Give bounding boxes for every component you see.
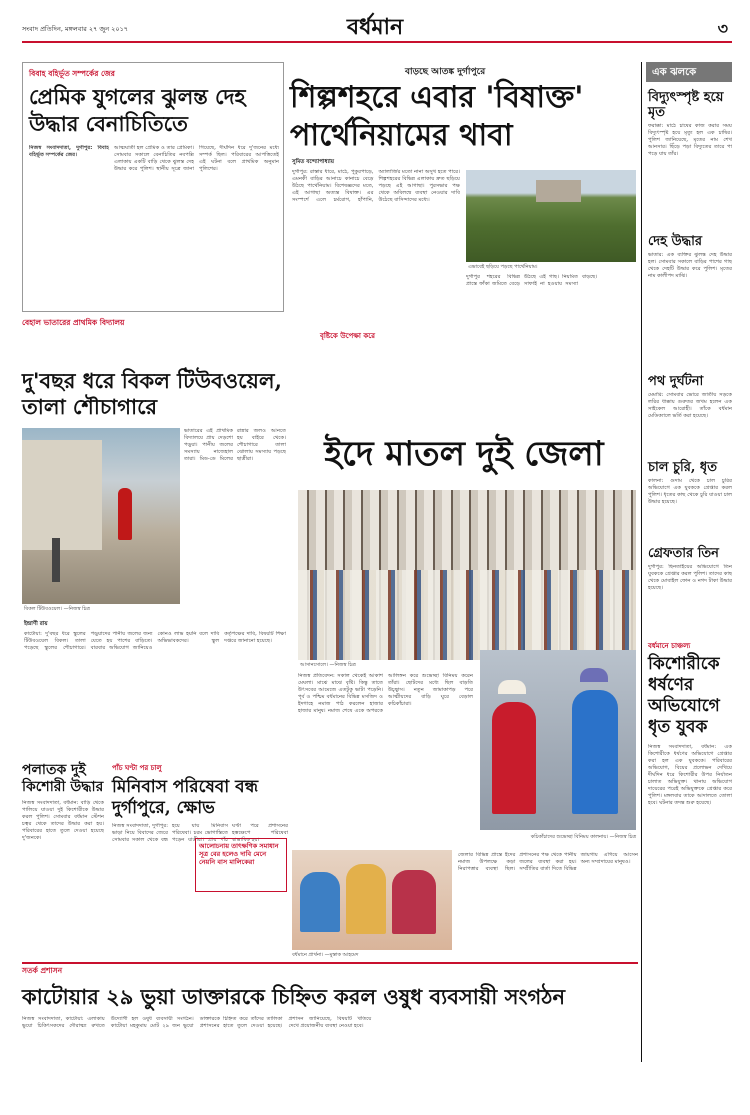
brief-2 [648, 234, 732, 360]
brief-5 [648, 546, 732, 636]
section-title: বর্ধমান [346, 14, 404, 40]
brief-body: মেমারি: সোমবার ভোরে জাতীয় সড়কে লরির ধাক্কায় গুরুতর জখম হলেন এক সাইকেল আরোহী। তাঁকে বর্ধমান মেডিক্যালে ভর্তি করা হয়েছে। [648, 392, 732, 419]
story-body: নিজস্ব সংবাদদাতা, কাটোয়া: এলাকায় ভুয়ো চিকিৎসকদের দৌরাত্ম্য রুখতে উদ্যোগী হল ওষুধ ব্যবসায়ী সংগঠন। কাটোয়া মহকুমায় মোট ২৯ জন ভুয়ো ডাক্তারকে চিহ্নিত করে তাঁদের তালিকা প্রশাসনের হাতে তুলে দেওয়া হয়েছে। প্রশাসন জানিয়েছে, বিষয়টি খতিয়ে দেখে প্রয়োজনীয় ব্যবস্থা নেওয়া হবে। [22, 1016, 372, 1029]
prayer-photo [292, 850, 452, 950]
crowd-shape-3 [392, 870, 436, 934]
story-body: কাটোয়া: দু'বছর ধরে স্কুলের টিউবওয়েল বিকল। তালা পড়েছে স্কুলের শৌচাগারে। পড়ুয়াদের পানীয় জলের জন্য যেতে হয় পাশের বাড়িতে। বারবার অভিযোগ জানিয়েও কোনও লাভ হয়নি বলে দাবি অভিভাবকদের। স্কুল কর্তৃপক্ষের দাবি, বিষয়টি শিক্ষা দপ্তরে জানানো হয়েছে। [24, 631, 286, 651]
story-thaba [290, 62, 638, 322]
story-kicker: বৃষ্টিকে উপেক্ষা করে [320, 332, 375, 340]
minibus-boxed-quote [195, 838, 287, 892]
brief-body: কালনা: গুদাম থেকে চাল চুরির অভিযোগে এক যুবককে গ্রেপ্তার করল পুলিশ। ধৃতের কাছ থেকে চুরি যাওয়া চাল উদ্ধার হয়েছে। [648, 478, 732, 505]
story-headline: শিল্পশহরে এবার 'বিষাক্ত' [290, 80, 584, 115]
brief-1 [648, 90, 732, 215]
photo-caption: বিকল টিউবওয়েল। —নিজস্ব চিত্র [24, 606, 90, 612]
story-eid [290, 328, 638, 850]
story-body: নিজস্ব প্রতিবেদন: সকাল থেকেই আকাশ মেঘলা। মাঝে মাঝে বৃষ্টি। কিন্তু তাতে উৎসবের আমেজে এতটুকু ভাটা পড়েনি। পূর্ব ও পশ্চিম বর্ধমানের বিভিন্ন মসজিদ ও ইদগাহে নমাজ পাঠ করলেন হাজার হাজার মানুষ। নমাজ শেষে একে অপরকে আলিঙ্গন করে শুভেচ্ছা বিনিময় করেন তাঁরা। ছোটদের মধ্যে ছিল বাড়তি উচ্ছ্বাস। নতুন জামাকাপড় পরে আত্মীয়দের বাড়ি ঘুরে বেড়াল কচিকাঁচারা। [298, 673, 473, 714]
masthead [0, 0, 750, 45]
photo-caption-namaz: আসানসোলে। —নিজস্ব চিত্র [300, 662, 356, 668]
story-body: দুর্গাপুর: রাস্তার ধারে, মাঠে, পুকুরপাড়ে, এমনকী বাড়ির আনাচে কানাচে বেড়ে উঠছে পার্থেনিয়াম। বিশেষজ্ঞদের মতে, এই আগাছা অত্যন্ত বিষাক্ত। এর সংস্পর্শে এলে চর্মরোগ, হাঁপানি, অ্যালার্জির মতো নানা অসুখ হতে পারে। শিল্পশহরের বিভিন্ন এলাকায় দ্রুত ছড়িয়ে পড়ছে এই আগাছা। পুরসভার পক্ষ থেকে অবিলম্বে ব্যবস্থা নেওয়ার দাবি উঠেছে বাসিন্দাদের মধ্যে। [292, 169, 460, 203]
child-right [572, 690, 618, 814]
building-shape [536, 180, 581, 202]
kids-photo [480, 650, 636, 830]
story-tubewell [22, 318, 286, 758]
story-kicker: সতর্ক প্রশাসন [22, 966, 63, 975]
story-headline: পলাতক দুই কিশোরী উদ্ধার [22, 762, 104, 795]
photo-caption-prayer: বর্ধমানে প্রার্থনা। —মুস্তাক আহমেদ [292, 952, 359, 958]
story-headline: ইদে মাতল দুই জেলা [324, 434, 604, 474]
crowd-shape-1 [300, 872, 340, 932]
sidebar-title-bar [646, 62, 732, 82]
namaz-photo [298, 490, 636, 660]
story-lovers [22, 62, 284, 312]
story-headline: প্রেমিক যুগলের ঝুলন্ত দেহ উদ্ধার বেনাচিতিতে [29, 84, 246, 136]
story-byline: ইন্দ্রাণী রায় [24, 621, 48, 627]
story-girls [22, 762, 104, 962]
story-kicker: বাড়ছে আতঙ্ক দুর্গাপুরে [405, 67, 486, 77]
story-body: নিজস্ব সংবাদদাতা, বর্ধমান: বাড়ি থেকে পালিয়ে যাওয়া দুই কিশোরীকে উদ্ধার করল পুলিশ। সোমবার বর্ধমান স্টেশন চত্বর থেকে তাদের উদ্ধার করা হয়। পরিবারের হাতে তুলে দেওয়া হয়েছে দু'জনকে। [22, 800, 104, 841]
kicker-bar [22, 318, 286, 330]
photo-caption-kids: কচিকাঁচাদের শুভেচ্ছা বিনিময় কালনায়। —নিজস্ব চিত্র [530, 834, 636, 840]
pump-shape [52, 538, 60, 582]
page-number: ৩ [717, 19, 728, 38]
story-headline-2: তালা শৌচাগারে [22, 394, 158, 419]
sidebar-title: এক ঝলকে [652, 67, 697, 78]
story-headline: কাটোয়ার ২৯ ভুয়া ডাক্তারকে চিহ্নিত করল ওষুধ ব্যবসায়ী সংগঠন [22, 984, 566, 1009]
highlight-kicker: বর্ধমানে চাঞ্চল্য [648, 642, 691, 650]
story-text: আত্মঘাতী হল প্রেমিক ও তার প্রেমিকা। সোমবার সকালে বেনাচিতির নবপল্লি এলাকায় একটি বাড়ি থেকে ঝুলন্ত দেহ উদ্ধার করে পুলিশ। স্থানীয় সূত্রে জানা গিয়েছে, দীর্ঘদিন ধরে দু'জনের মধ্যে সম্পর্ক ছিল। পরিবারের আপত্তিতেই এই ঘটনা বলে প্রাথমিক অনুমান পুলিশের। [114, 145, 279, 172]
brief-headline: বিদ্যুৎস্পৃষ্ট হয়ে মৃত [648, 90, 724, 120]
story-headline: দু'বছর ধরে বিকল টিউবওয়েল, [22, 368, 282, 393]
cap-left [498, 680, 526, 694]
story-headline-2: পার্থেনিয়ামের থাবা [290, 118, 513, 153]
boxed-text: আলোচনায় তাৎক্ষণিক সমাধান সূত্র বের হলেও দাবি মেনে নেয়নি বাস মালিকেরা [199, 842, 279, 866]
sidebar-highlight [646, 640, 732, 1060]
date-line: সংবাদ প্রতিদিন, মঙ্গলবার ২৭ জুন ২০১৭ [22, 25, 129, 33]
brief-body: ফরাক্কা: মাঠে চাষের কাজ করার সময় বিদ্যুৎস্পৃষ্ট হয়ে মৃত্যু হল এক চাষির। পুলিশ জানিয়েছে, মৃতের নাম শেখ আনসার। ছিঁড়ে পড়া বিদ্যুতের তারে পা পড়ে যায় তাঁর। [648, 123, 732, 157]
story-lead: নিজস্ব সংবাদদাতা, দুর্গাপুর: বিবাহ বহির্ভূত সম্পর্কের জের। [29, 145, 109, 158]
story-body-side: ভাতারের এই প্রাথমিক বিদ্যালয়ে প্রায় দেড়শো পড়ুয়া। পানীয় জলের সমস্যায় নাজেহাল তারা। মিড-ডে মিলের রান্নার জলও আনতে হয় বাইরে থেকে। শৌচাগারে তালা ঝোলায় সমস্যায় পড়ছে ছাত্রীরা। [184, 428, 286, 462]
story-eid-body-cont: জেলার বিভিন্ন প্রান্তে ইদের নমাজ উপলক্ষে কড়া নিরাপত্তার ব্যবস্থা ছিল। প্রশাসনের পক্ষ থেকে পানীয় জলের ব্যবস্থা করা হয়। সম্প্রীতির বার্তা দিতে বিভিন্ন জায়গায় এগিয়ে আসেন অন্য সম্প্রদায়ের মানুষও। [458, 852, 638, 872]
highlight-body: নিজস্ব সংবাদদাতা, বর্ধমান: এক কিশোরীকে ধর্ষণের অভিযোগে গ্রেপ্তার করা হল এক যুবককে। পরিবারের অভিযোগ, বিয়ের প্রলোভন দেখিয়ে দীর্ঘদিন ধরে কিশোরীর উপর নির্যাতন চালাত অভিযুক্ত। থানায় অভিযোগ দায়েরের পরেই অভিযুক্তকে গ্রেপ্তার করে পুলিশ। মঙ্গলবার তাকে আদালতে তোলা হবে। ঘটনার তদন্ত শুরু হয়েছে। [648, 744, 732, 806]
story-katwa [22, 966, 638, 1106]
building-shape [22, 440, 102, 550]
story-body [29, 145, 279, 309]
story-kicker: পাঁচ ঘণ্টা পর চালু [112, 764, 162, 772]
brief-headline: চাল চুরি, ধৃত [648, 460, 717, 475]
person-shape [118, 488, 132, 540]
sidebar [646, 62, 732, 637]
brief-headline: গ্রেফতার তিন [648, 546, 719, 561]
column-divider [641, 62, 642, 1062]
brief-3 [648, 374, 732, 456]
story-kicker: বিবাহ বহির্ভূত সম্পর্কের জের [29, 69, 115, 78]
brief-4 [648, 460, 732, 542]
story-body: নিজস্ব সংবাদদাতা, দুর্গাপুর: ভাড়া নিয়ে বিবাদের জেরে সোমবার সকাল থেকে বন্ধ হয়ে যায় মিনিবাস পরিষেবা। চরম ভোগান্তিতে পড়েন যাত্রীরা। প্রায় পাঁচ ঘণ্টা পরে প্রশাসনের হস্তক্ষেপে পরিষেবা স্বাভাবিক হয়। [112, 823, 288, 843]
brief-body: ভাতার: এক ব্যক্তির ঝুলন্ত দেহ উদ্ধার হল। সোমবার সকালে বাড়ির পাশের গাছ থেকে দেহটি উদ্ধার করে পুলিশ। মৃতের নাম কালীপদ মাঝি। [648, 252, 732, 279]
header-rule [22, 41, 732, 43]
cap-right [580, 668, 608, 682]
brief-headline: পথ দুর্ঘটনা [648, 374, 704, 389]
story-body-cont: দুর্গাপুর শহরের বিভিন্ন প্রান্তে ফাঁকা জমিতে বেড়ে উঠছে এই গাছ। নিয়মিত সাফাই না হওয়ায় সমস্যা বাড়ছে। [466, 274, 598, 287]
tubewell-photo [22, 428, 180, 604]
highlight-headline: কিশোরীকে ধর্ষণের অভিযোগে ধৃত যুবক [648, 654, 720, 737]
brief-body: দুর্গাপুর: ছিনতাইয়ের অভিযোগে তিন যুবককে গ্রেপ্তার করল পুলিশ। তাদের কাছ থেকে মোবাইল ফোন ও নগদ টাকা উদ্ধার হয়েছে। [648, 564, 732, 591]
parthenium-photo [466, 170, 636, 262]
child-left [492, 702, 536, 814]
story-headline: মিনিবাস পরিষেবা বন্ধ দুর্গাপুরে, ক্ষোভ [112, 777, 259, 818]
crowd-band [298, 570, 636, 660]
story-byline: সুমিত বন্দ্যোপাধ্যায় [292, 159, 335, 165]
brief-headline: দেহ উদ্ধার [648, 234, 703, 249]
photo-caption: এভাবেই ছড়িয়ে পড়ছে পার্থেনিয়াম। [468, 264, 538, 270]
story-kicker: বেহাল ভাতারের প্রাথমিক বিদ্যালয় [22, 318, 125, 327]
crowd-shape-2 [346, 864, 386, 934]
bottom-rule [22, 962, 638, 964]
